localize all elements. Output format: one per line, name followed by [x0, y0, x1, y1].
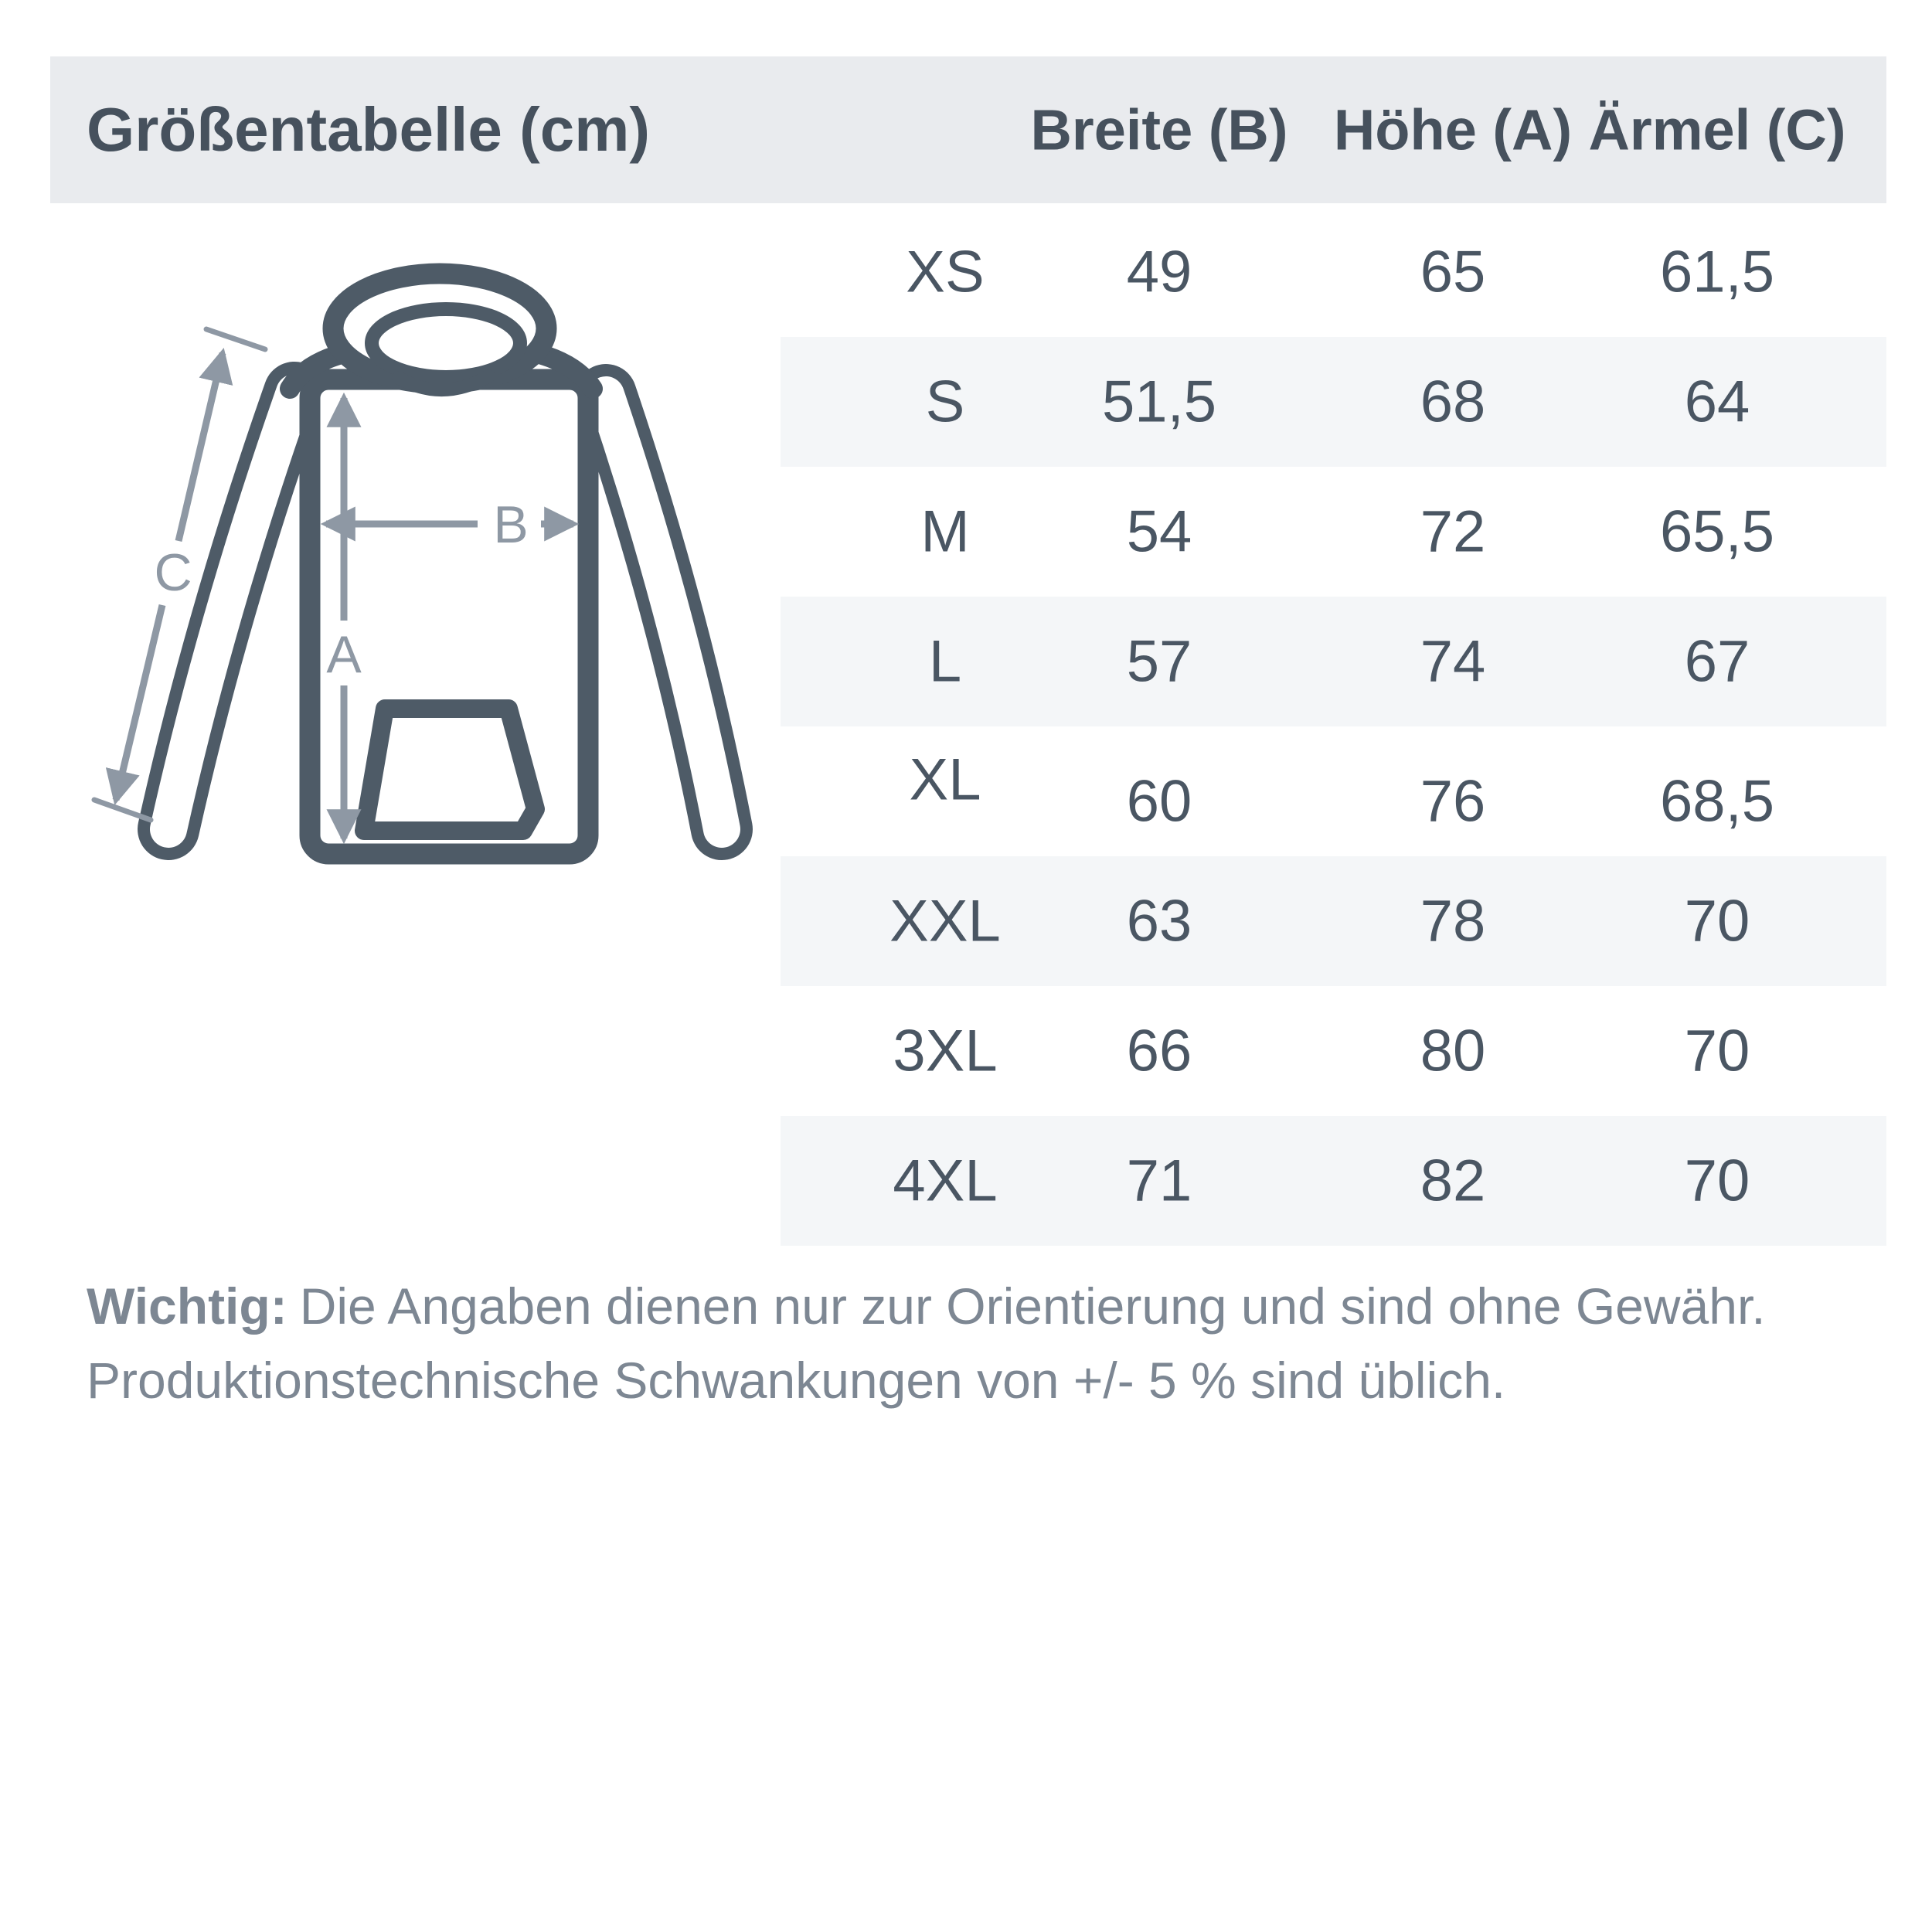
size-label: XL — [909, 747, 981, 813]
aermel-value: 70 — [1684, 1148, 1750, 1214]
size-label: XXL — [889, 888, 1001, 954]
aermel-value: 64 — [1684, 369, 1750, 435]
height-measure-label: A — [326, 625, 362, 684]
disclaimer-line-2: Produktionstechnische Schwankungen von +/- 5 % sind üblich. — [87, 1352, 1506, 1409]
size-row-l — [781, 597, 1886, 726]
hoehe-value: 80 — [1420, 1018, 1486, 1084]
size-label: XS — [906, 239, 985, 305]
table-header-bar — [50, 56, 1886, 203]
disclaimer-line-1 — [87, 1269, 1766, 1343]
column-header-hoehe: Höhe (A) — [1333, 97, 1573, 162]
size-label: 3XL — [893, 1018, 998, 1084]
disclaimer-note — [87, 1269, 1766, 1417]
hoehe-value: 72 — [1420, 498, 1486, 565]
size-row-xxl — [781, 856, 1886, 986]
size-row-s — [781, 337, 1886, 467]
aermel-value: 65,5 — [1660, 498, 1774, 565]
page-title: Größentabelle (cm) — [87, 95, 651, 164]
aermel-value: 70 — [1684, 1018, 1750, 1084]
hoehe-value: 65 — [1420, 239, 1486, 305]
size-row-m — [781, 467, 1886, 597]
breite-value: 51,5 — [1102, 369, 1216, 435]
breite-value: 60 — [1126, 768, 1192, 835]
important-label: Wichtig: — [87, 1277, 287, 1335]
size-table — [781, 207, 1886, 1246]
pocket-icon — [364, 709, 536, 831]
aermel-value: 70 — [1684, 888, 1750, 954]
breite-value: 63 — [1126, 888, 1192, 954]
breite-value: 49 — [1126, 239, 1192, 305]
sleeve-measure-label: C — [154, 543, 192, 602]
disclaimer-text-1: Die Angaben dienen nur zur Orientierung und sind ohne Gewähr. — [299, 1277, 1766, 1335]
hoehe-value: 68 — [1420, 369, 1486, 435]
breite-value: 57 — [1126, 628, 1192, 695]
size-row-4xl — [781, 1116, 1886, 1246]
breite-value: 66 — [1126, 1018, 1192, 1084]
size-label: S — [925, 369, 965, 435]
size-label: M — [920, 498, 970, 565]
size-row-3xl — [781, 986, 1886, 1116]
aermel-value: 61,5 — [1660, 239, 1774, 305]
aermel-value: 67 — [1684, 628, 1750, 695]
hoehe-value: 78 — [1420, 888, 1486, 954]
width-measure-label: B — [493, 495, 529, 554]
hoodie-measurement-diagram — [62, 213, 796, 877]
hoehe-value: 76 — [1420, 768, 1486, 835]
hoehe-value: 74 — [1420, 628, 1486, 695]
breite-value: 54 — [1126, 498, 1192, 565]
size-label: 4XL — [893, 1148, 998, 1214]
aermel-value: 68,5 — [1660, 768, 1774, 835]
column-header-breite: Breite (B) — [1030, 97, 1288, 162]
breite-value: 71 — [1126, 1148, 1192, 1214]
hoehe-value: 82 — [1420, 1148, 1486, 1214]
column-header-aermel: Ärmel (C) — [1588, 97, 1846, 162]
size-label: L — [928, 628, 962, 695]
hood-icon — [333, 274, 546, 390]
size-row-xl — [781, 726, 1886, 856]
size-row-xs — [781, 207, 1886, 337]
